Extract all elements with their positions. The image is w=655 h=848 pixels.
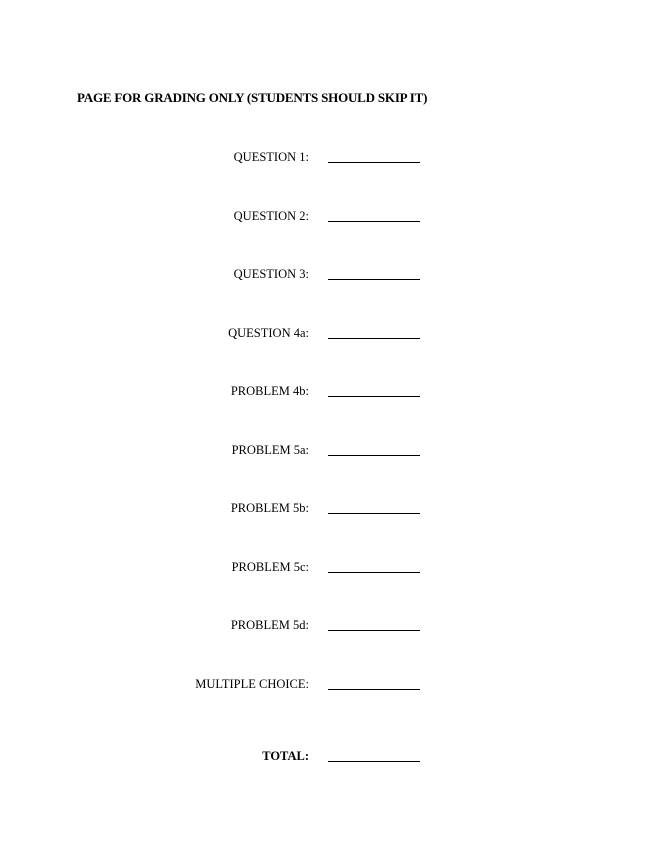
grade-row-problem-4b xyxy=(0,383,655,403)
score-blank-line xyxy=(328,455,420,456)
grade-label: PROBLEM 4b: xyxy=(230,384,309,398)
grade-label: QUESTION 2: xyxy=(233,209,309,223)
score-blank-line xyxy=(328,338,420,339)
score-blank-line xyxy=(328,513,420,514)
total-blank-line xyxy=(328,761,420,762)
grade-row-question-1 xyxy=(0,149,655,169)
grade-row-problem-5b xyxy=(0,500,655,520)
grade-row-problem-5a xyxy=(0,442,655,462)
grade-label: QUESTION 1: xyxy=(233,150,309,164)
score-blank-line xyxy=(328,689,420,690)
score-blank-line xyxy=(328,572,420,573)
grade-label: PROBLEM 5c: xyxy=(231,560,309,574)
grade-label: PROBLEM 5a: xyxy=(231,443,309,457)
grade-row-question-3 xyxy=(0,266,655,286)
grade-label: PROBLEM 5d: xyxy=(230,618,309,632)
grade-row-problem-5d xyxy=(0,617,655,637)
score-blank-line xyxy=(328,630,420,631)
score-blank-line xyxy=(328,221,420,222)
page-heading: PAGE FOR GRADING ONLY (STUDENTS SHOULD SKIP IT) xyxy=(77,90,428,105)
total-label: TOTAL: xyxy=(262,749,309,763)
score-blank-line xyxy=(328,279,420,280)
grade-label: MULTIPLE CHOICE: xyxy=(195,677,309,691)
grade-label: QUESTION 4a: xyxy=(228,326,309,340)
score-blank-line xyxy=(328,396,420,397)
grade-label: PROBLEM 5b: xyxy=(230,501,309,515)
grade-label: QUESTION 3: xyxy=(233,267,309,281)
score-blank-line xyxy=(328,162,420,163)
grade-row-question-2 xyxy=(0,208,655,228)
grade-row-total xyxy=(0,748,655,768)
grade-row-problem-5c xyxy=(0,559,655,579)
grade-row-multiple-choice xyxy=(0,676,655,696)
grade-row-question-4a xyxy=(0,325,655,345)
